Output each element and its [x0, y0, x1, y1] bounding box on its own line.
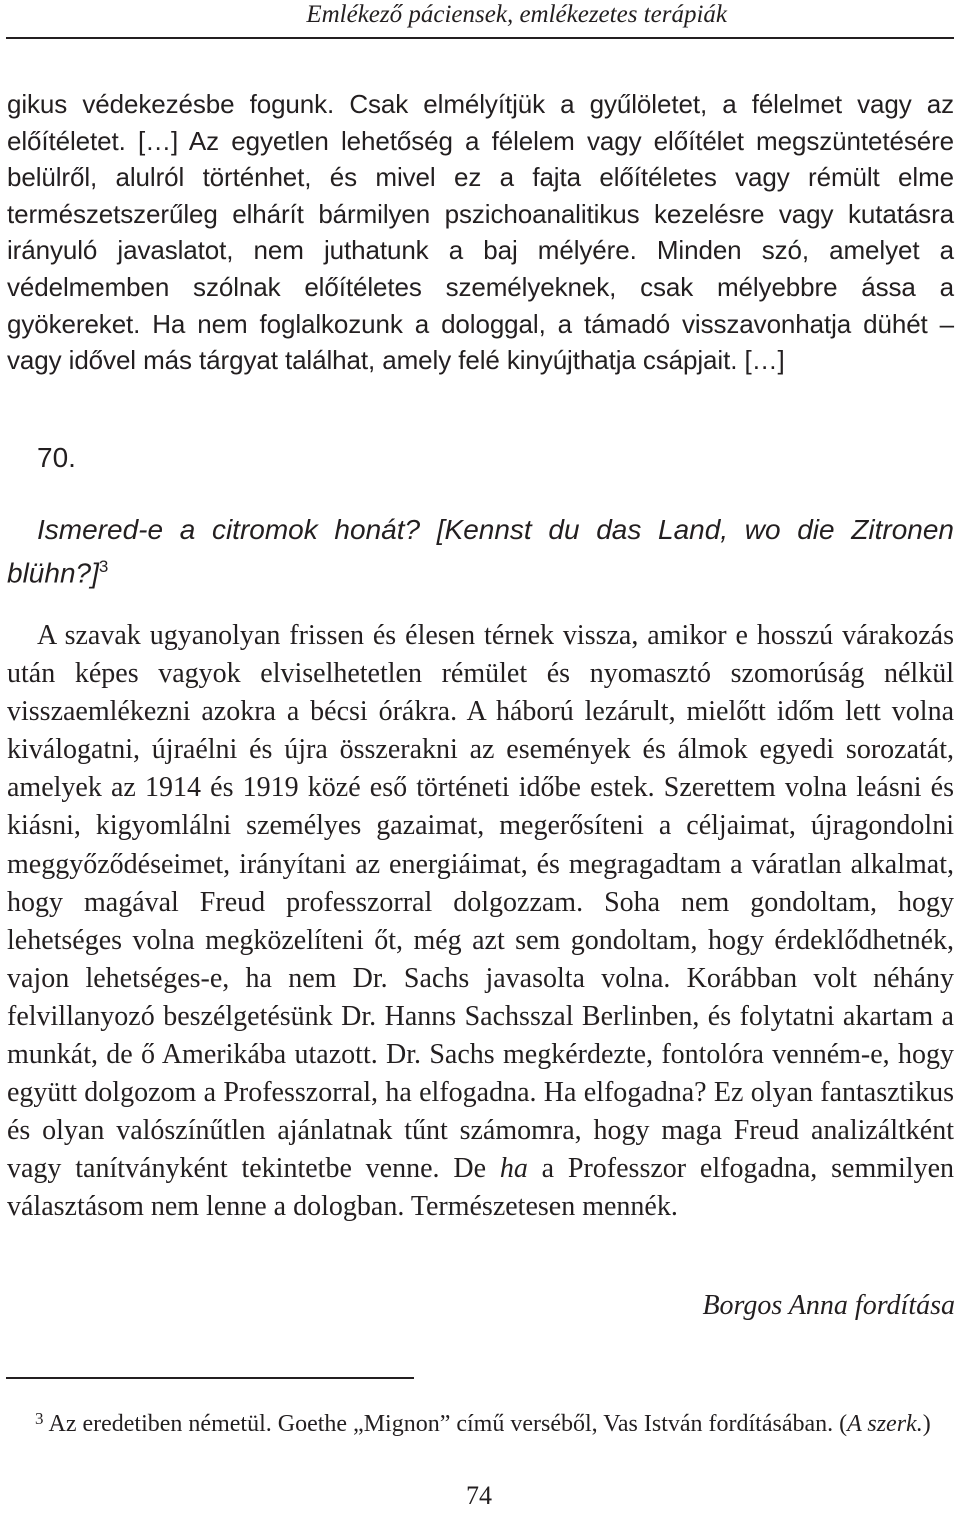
paragraph-1: gikus védekezésbe fogunk. Csak elmélyítjük a gyűlöletet, a félelmet vagy az előítéletet. […] Az egyetlen lehetőség a félelem vagy előítélet megszüntetésére belülről, alulról történhet, és mivel ez a fajta előítéletes vagy rémült elme természetszerűleg elhárít bármilyen pszichoanalitikus kezelésre vagy kutatásra irányuló javaslatot, nem juthatunk a baj mélyére. Minden szó, amelyet a védelmemben szólnak előítéletes személyeknek, csak mélyebbre ássa a gyökereket. Ha nem foglalkozunk a dologgal, a támadó visszavonhatja dühét – vagy idővel más tárgyat találhat, amely felé kinyújthatja csápjait. […] [7, 89, 954, 376]
paragraph-2-part-1: A szavak ugyanolyan frissen és élesen térnek vissza, amikor e hosszú várakozás után képes vagyok elviselhetetlen rémület és nyomasztó szomorúság nélkül visszaemlékezni azokra a bécsi órákra. A háború lezárult, mielőtt időm lett volna kiválogatni, újraélni és újra összerakni az események és álmok egyedi sorozatát, amelyek az 1914 és 1919 közé eső történeti időbe estek. Szerettem volna leásni és kiásni, kigyomlálni személyes gazaimat, megerősíteni a céljaimat, újragondolni meggyőződéseimet, irányítani az energiáimat, és megragadtam a váratlan alkalmat, hogy magával Freud professzorral dolgozzam. Soha nem gondoltam, hogy lehetséges volna megközelíteni őt, még azt sem gondoltam, hogy érdeklődhetnék, vajon lehetséges-e, ha nem Dr. Sachs javasolta volna. Korábban volt néhány felvillanyozó beszélgetésünk Dr. Hanns Sachsszal Berlinben, és folytatni akartam a munkát, de ő Amerikába utazott. Dr. Sachs megkérdezte, fontolóra venném-e, hogy együtt dolgozom a Professzorral, ha elfogadna. Ha elfogadna? Ez olyan fantasztikus és olyan valószínűtlen ajánlatnak tűnt számomra, hogy maga Freud analizáltként vagy tanítványként tekintetbe venne. De [7, 620, 954, 1185]
paragraph-2 [7, 617, 954, 1227]
footnote-text: Az eredetiben németül. Goethe „Mignon” című verséből, Vas István fordításában. ( [48, 1411, 848, 1437]
running-header: Emlékező páciensek, emlékezetes terápiák [306, 1, 727, 28]
footnote-italic: A szerk. [847, 1411, 923, 1437]
header-rule [6, 37, 954, 39]
footnote-mark: 3 [35, 1409, 44, 1428]
footnote [7, 1402, 954, 1441]
section-title-text: Ismered-e a citromok honát? [Kennst du das Land, wo die Zitronen blühn?] [7, 514, 954, 589]
section-title [7, 511, 954, 591]
paragraph-2-emphasis: ha [499, 1153, 528, 1185]
page-number: 74 [466, 1481, 492, 1510]
footnote-reference: 3 [98, 557, 109, 576]
section-number: 70. [37, 442, 76, 473]
paragraph-2-part-2: a Professzor elfogadna, semmilyen választásom nem lenne a dologban. Természetesen mennék. [7, 1153, 954, 1223]
footnote-rule [6, 1377, 414, 1379]
translator-credit: Borgos Anna fordítása [702, 1290, 955, 1321]
footnote-close: ) [922, 1411, 931, 1437]
